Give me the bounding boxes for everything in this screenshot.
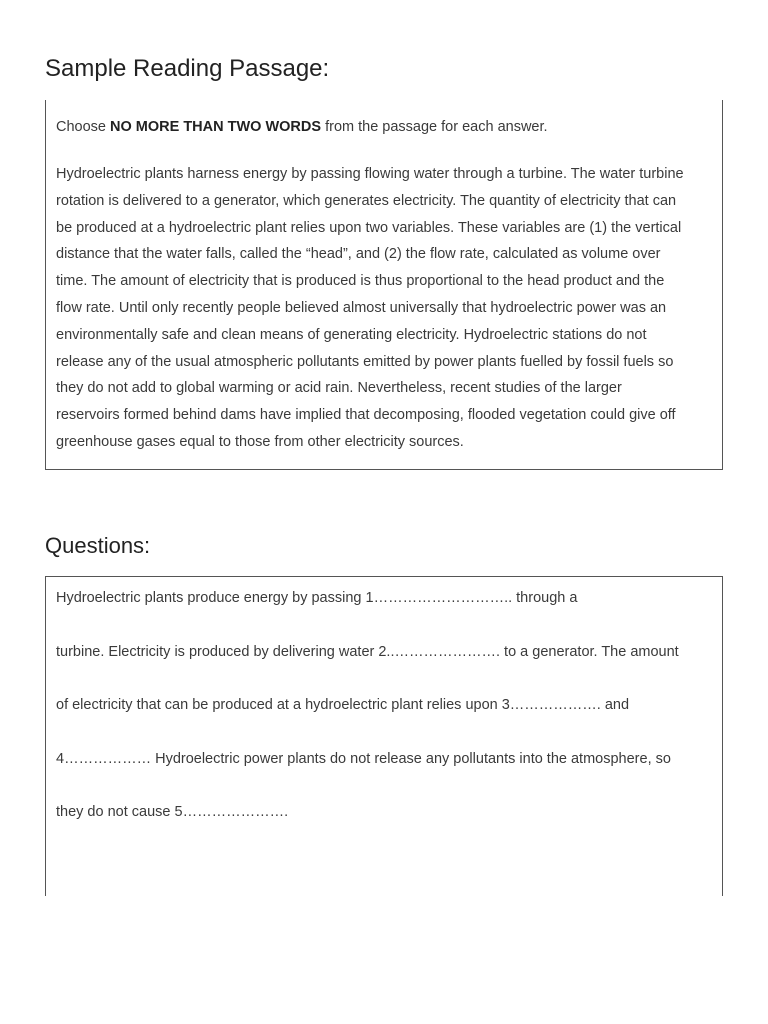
questions-title: Questions: xyxy=(45,533,151,558)
instruction-suffix: from the passage for each answer. xyxy=(321,119,548,135)
question-line: Hydroelectric plants produce energy by passing 1……………………….. through a xyxy=(56,590,578,606)
passage-line: flow rate. Until only recently people believed almost universally that hydroelectric power was an xyxy=(56,299,667,316)
question-line: turbine. Electricity is produced by delivering water 2..…………………. to a generator. The amount xyxy=(56,643,679,660)
passage-line: environmentally safe and clean means of generating electricity. Hydroelectric stations do not xyxy=(56,326,647,343)
passage-line: rotation is delivered to a generator, which generates electricity. The quantity of electricity that can xyxy=(56,192,677,209)
passage-line: be produced at a hydroelectric plant relies upon two variables. These variables are (1) the vertical xyxy=(56,219,682,236)
question-line: 4……………… Hydroelectric power plants do not release any pollutants into the atmosphere, so xyxy=(56,750,671,767)
passage-line: greenhouse gases equal to those from other electricity sources. xyxy=(56,433,464,450)
passage-line: they do not add to global warming or acid rain. Nevertheless, recent studies of the larger xyxy=(56,380,622,397)
question-line: of electricity that can be produced at a hydroelectric plant relies upon 3………………. and xyxy=(56,697,630,713)
instruction-text xyxy=(56,116,712,138)
passage-line: time. The amount of electricity that is produced is thus proportional to the head product and the xyxy=(56,273,665,290)
question-line: they do not cause 5…………………. xyxy=(56,804,289,820)
passage-line: Hydroelectric plants harness energy by passing flowing water through a turbine. The water turbine xyxy=(56,166,684,182)
passage-line: reservoirs formed behind dams have implied that decomposing, flooded vegetation could give off xyxy=(56,407,676,424)
passage-line: release any of the usual atmospheric pollutants emitted by power plants fuelled by fossil fuels so xyxy=(56,353,674,370)
passage-title: Sample Reading Passage: xyxy=(45,55,330,82)
instruction-prefix: Choose xyxy=(56,119,111,135)
passage-line: distance that the water falls, called the “head”, and (2) the flow rate, calculated as volume over xyxy=(56,246,661,263)
questions-box xyxy=(45,576,723,896)
instruction-emphasis: NO MORE THAN TWO WORDS xyxy=(110,119,322,135)
passage-box xyxy=(45,100,723,470)
